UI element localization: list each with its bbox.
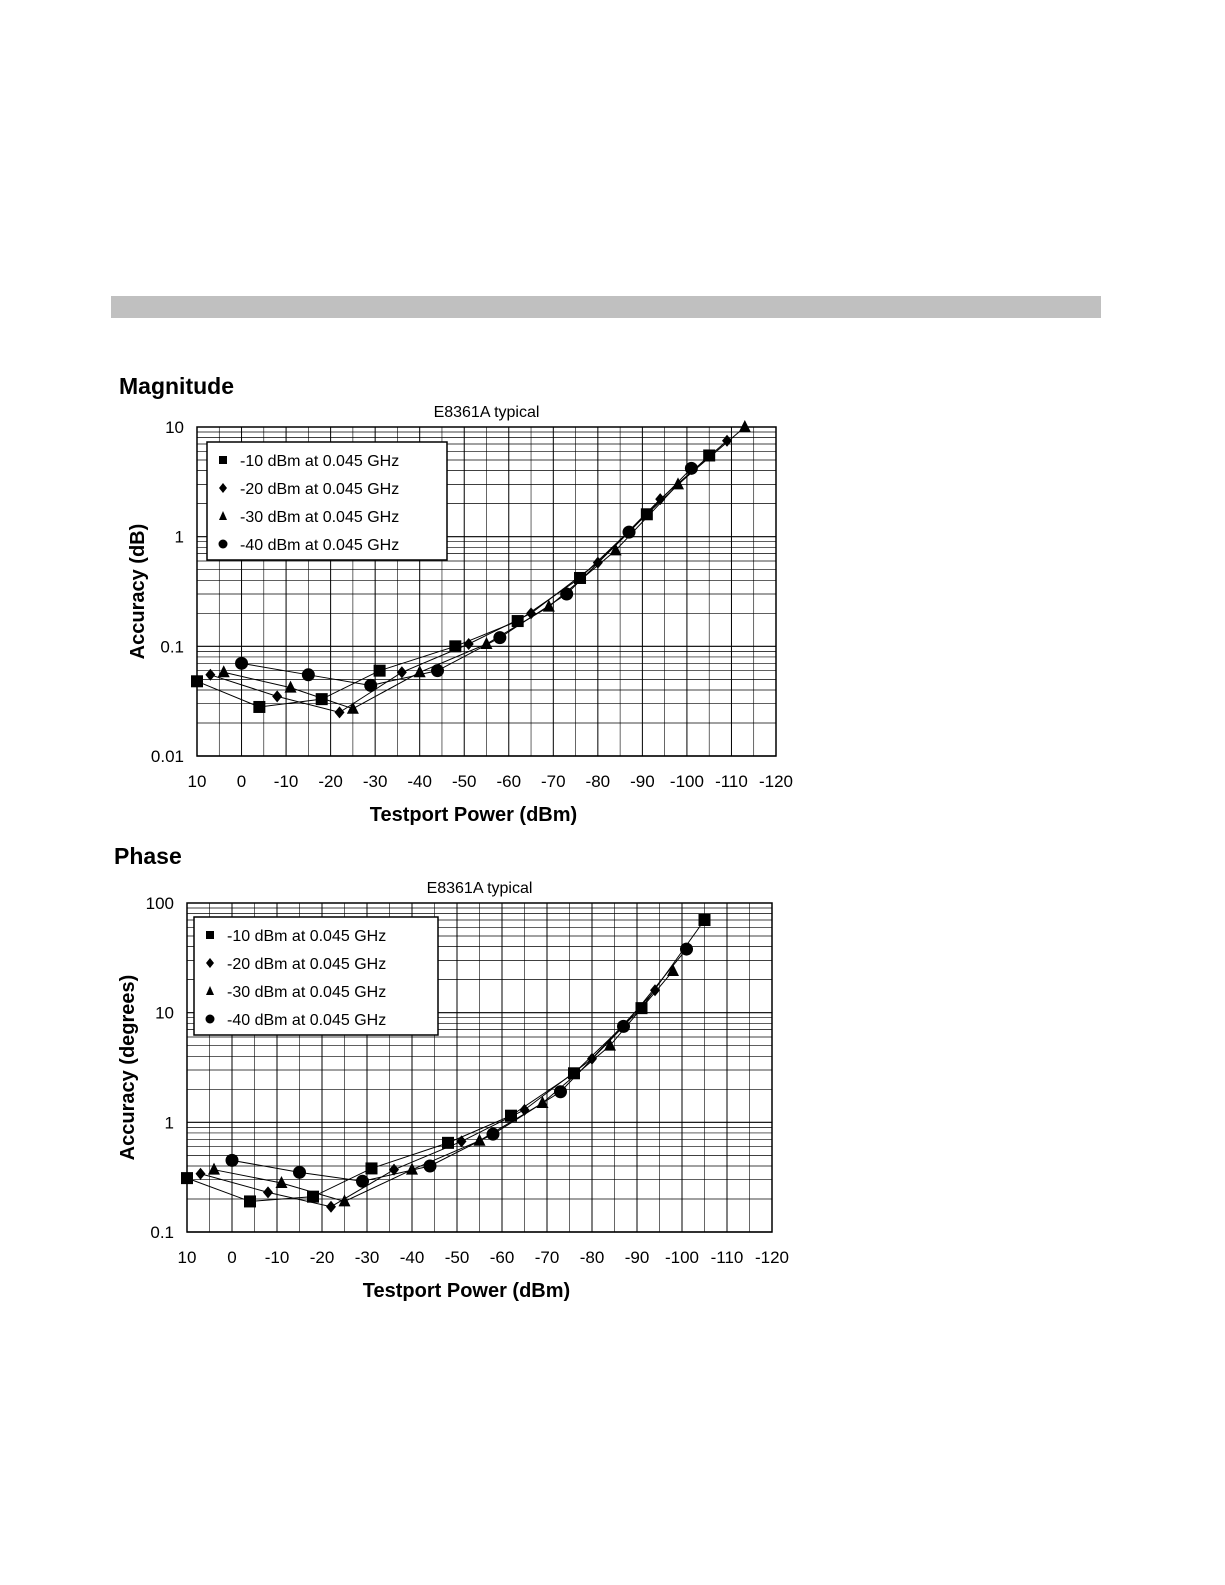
legend-entry: -30 dBm at 0.045 GHz (227, 984, 387, 1001)
data-point-diamond (326, 1201, 336, 1213)
data-point-square (181, 1172, 193, 1184)
x-tick-label: -70 (534, 1248, 560, 1267)
x-tick-label: -100 (669, 772, 704, 791)
data-point-circle (617, 1020, 630, 1033)
legend-marker-circle (206, 1015, 215, 1024)
x-tick-label: -30 (362, 772, 388, 791)
legend-entry: -40 dBm at 0.045 GHz (227, 1012, 387, 1029)
y-tick-label: 1 (174, 527, 184, 547)
x-tick-label: -50 (451, 772, 477, 791)
x-tick-label: 10 (177, 1248, 197, 1267)
x-tick-label: -80 (585, 772, 611, 791)
x-tick-label: 0 (236, 772, 247, 791)
y-tick-label: 0.1 (160, 637, 184, 657)
data-point-circle (293, 1166, 306, 1179)
x-tick-label: -80 (579, 1248, 605, 1267)
x-tick-label: 10 (187, 772, 207, 791)
x-tick-label: -120 (758, 772, 794, 791)
magnitude-title: Magnitude (119, 373, 234, 399)
x-tick-label: -20 (318, 772, 343, 791)
x-axis-label: Testport Power (dBm) (369, 804, 578, 826)
x-tick-label: -100 (664, 1248, 700, 1267)
chart-title: E8361A typical (426, 880, 533, 897)
x-tick-label: 0 (227, 1248, 237, 1267)
x-tick-label: -40 (399, 1248, 425, 1267)
x-tick-label: -50 (444, 1248, 470, 1267)
data-point-diamond (457, 1135, 467, 1147)
y-axis-label: Accuracy (degrees) (117, 974, 139, 1161)
data-point-square (244, 1195, 256, 1207)
data-point-diamond (263, 1186, 273, 1198)
data-point-circle (680, 943, 693, 956)
x-tick-label: -60 (496, 772, 522, 791)
data-point-circle (424, 1159, 437, 1172)
legend-entry: -10 dBm at 0.045 GHz (240, 453, 400, 470)
legend (194, 917, 438, 1035)
x-tick-label: -20 (309, 1248, 335, 1267)
y-tick-label: 0.1 (150, 1223, 174, 1242)
x-tick-label: -110 (710, 1248, 744, 1267)
x-tick-label: -40 (407, 772, 432, 791)
y-tick-label: 1 (164, 1113, 174, 1133)
x-tick-label: -30 (354, 1248, 380, 1267)
x-tick-label: -90 (624, 1248, 650, 1267)
x-tick-label: -90 (630, 772, 655, 791)
chart-title: E8361A typical (433, 404, 540, 421)
x-tick-label: -120 (754, 1248, 790, 1267)
data-point-circle (356, 1175, 369, 1188)
data-point-circle (487, 1128, 500, 1141)
phase-title: Phase (114, 843, 182, 869)
x-axis-label: Testport Power (dBm) (362, 1280, 571, 1302)
x-tick-label: -10 (264, 1248, 290, 1267)
x-tick-label: -110 (715, 772, 748, 791)
data-point-triangle (474, 1134, 486, 1146)
data-point-square (366, 1162, 378, 1174)
x-tick-label: -70 (541, 772, 566, 791)
x-tick-label: -60 (489, 1248, 515, 1267)
legend-entry: -20 dBm at 0.045 GHz (240, 481, 400, 498)
y-tick-label: 10 (155, 1003, 174, 1023)
y-tick-label: 10 (165, 418, 184, 437)
y-tick-label: 100 (145, 894, 174, 913)
legend-entry: -30 dBm at 0.045 GHz (240, 509, 400, 526)
y-axis-label: Accuracy (dB) (127, 523, 149, 660)
data-point-circle (554, 1085, 567, 1098)
legend-entry: -20 dBm at 0.045 GHz (227, 956, 387, 973)
legend-marker-square (206, 931, 214, 939)
x-tick-label: -10 (273, 772, 299, 791)
data-point-square (699, 914, 711, 926)
legend-entry: -40 dBm at 0.045 GHz (240, 537, 400, 554)
data-point-circle (226, 1154, 239, 1167)
data-point-diamond (196, 1168, 206, 1180)
y-tick-label: 0.01 (150, 747, 184, 766)
legend-entry: -10 dBm at 0.045 GHz (227, 928, 387, 945)
